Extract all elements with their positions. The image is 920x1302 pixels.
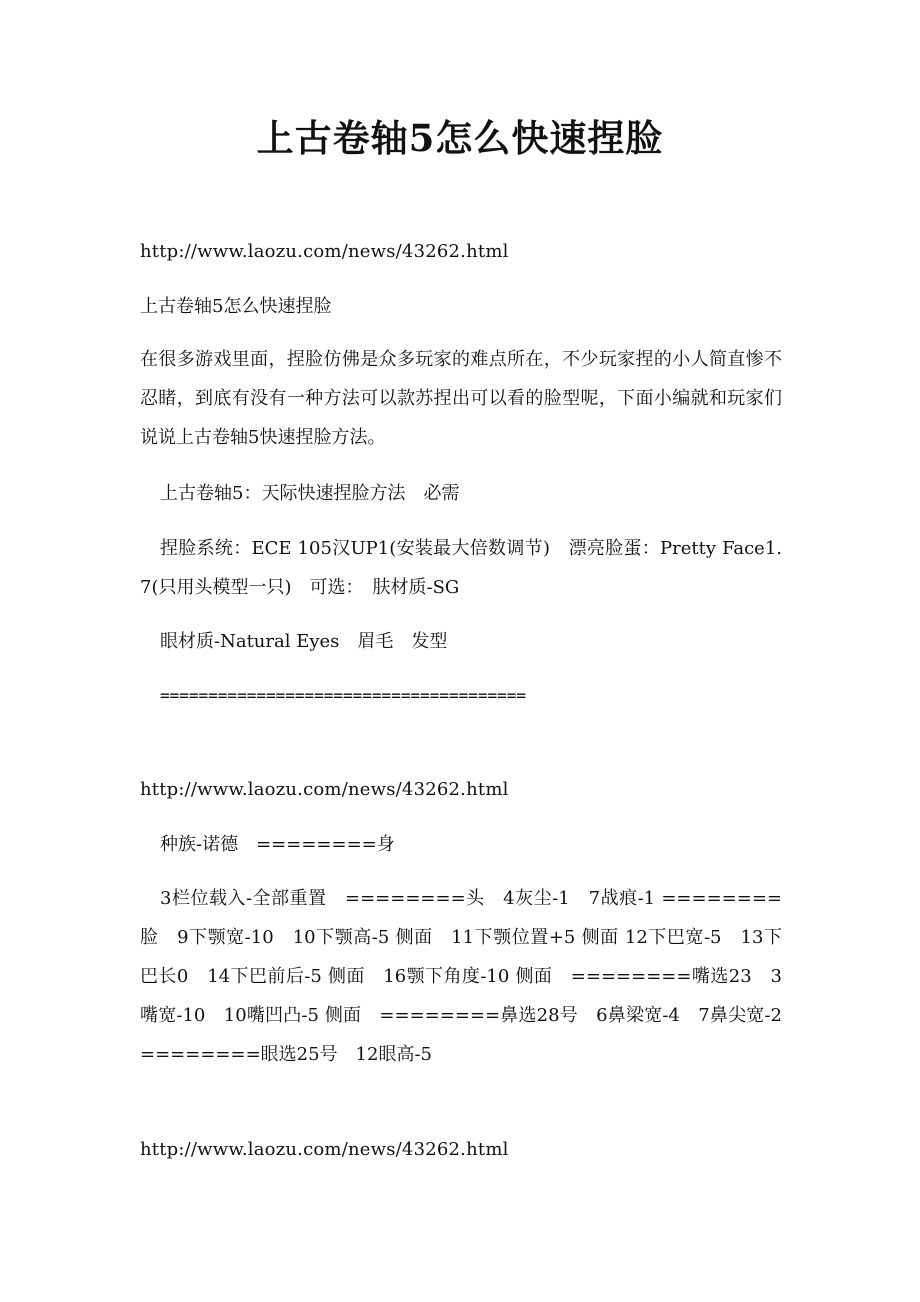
- optional-line: 眼材质-Natural Eyes 眉毛 发型: [160, 631, 448, 652]
- source-url-2[interactable]: http://www.laozu.com/news/43262.html: [140, 779, 509, 800]
- settings-paragraph: 3栏位载入-全部重置 ========头 4灰尘-1 7战痕-1 ========脸 9下颚宽-10 10下颚高-5 侧面 11下颚位置+5 侧面 12下巴宽-5 13下巴长0 14下巴前后-5 侧面 16颚下角度-10 侧面 ========嘴选23 3嘴宽-10 10嘴凹凸-5 侧面 ========鼻选28号 6鼻梁宽-4 7鼻尖宽-2 ========眼选25号 12眼高-5: [140, 888, 800, 1065]
- mods-paragraph: 捏脸系统：ECE 105汉UP1(安装最大倍数调节) 漂亮脸蛋：Pretty Face1.7(只用头模型一只) 可选： 肤材质-SG: [140, 538, 782, 598]
- required-heading: 上古卷轴5：天际快速捏脸方法 必需: [160, 483, 460, 504]
- separator-line: ======================================: [160, 686, 527, 705]
- source-url-1[interactable]: http://www.laozu.com/news/43262.html: [140, 241, 509, 262]
- intro-paragraph: 在很多游戏里面，捏脸仿佛是众多玩家的难点所在，不少玩家捏的小人简直惨不忍睹，到底有没有一种方法可以款苏捏出可以看的脸型呢，下面小编就和玩家们说说上古卷轴5快速捏脸方法。: [140, 349, 782, 448]
- document-title: 上古卷轴5怎么快速捏脸: [256, 116, 664, 160]
- subtitle: 上古卷轴5怎么快速捏脸: [140, 296, 332, 317]
- source-url-3[interactable]: http://www.laozu.com/news/43262.html: [140, 1139, 509, 1160]
- race-line: 种族-诺德 ========身: [160, 834, 395, 855]
